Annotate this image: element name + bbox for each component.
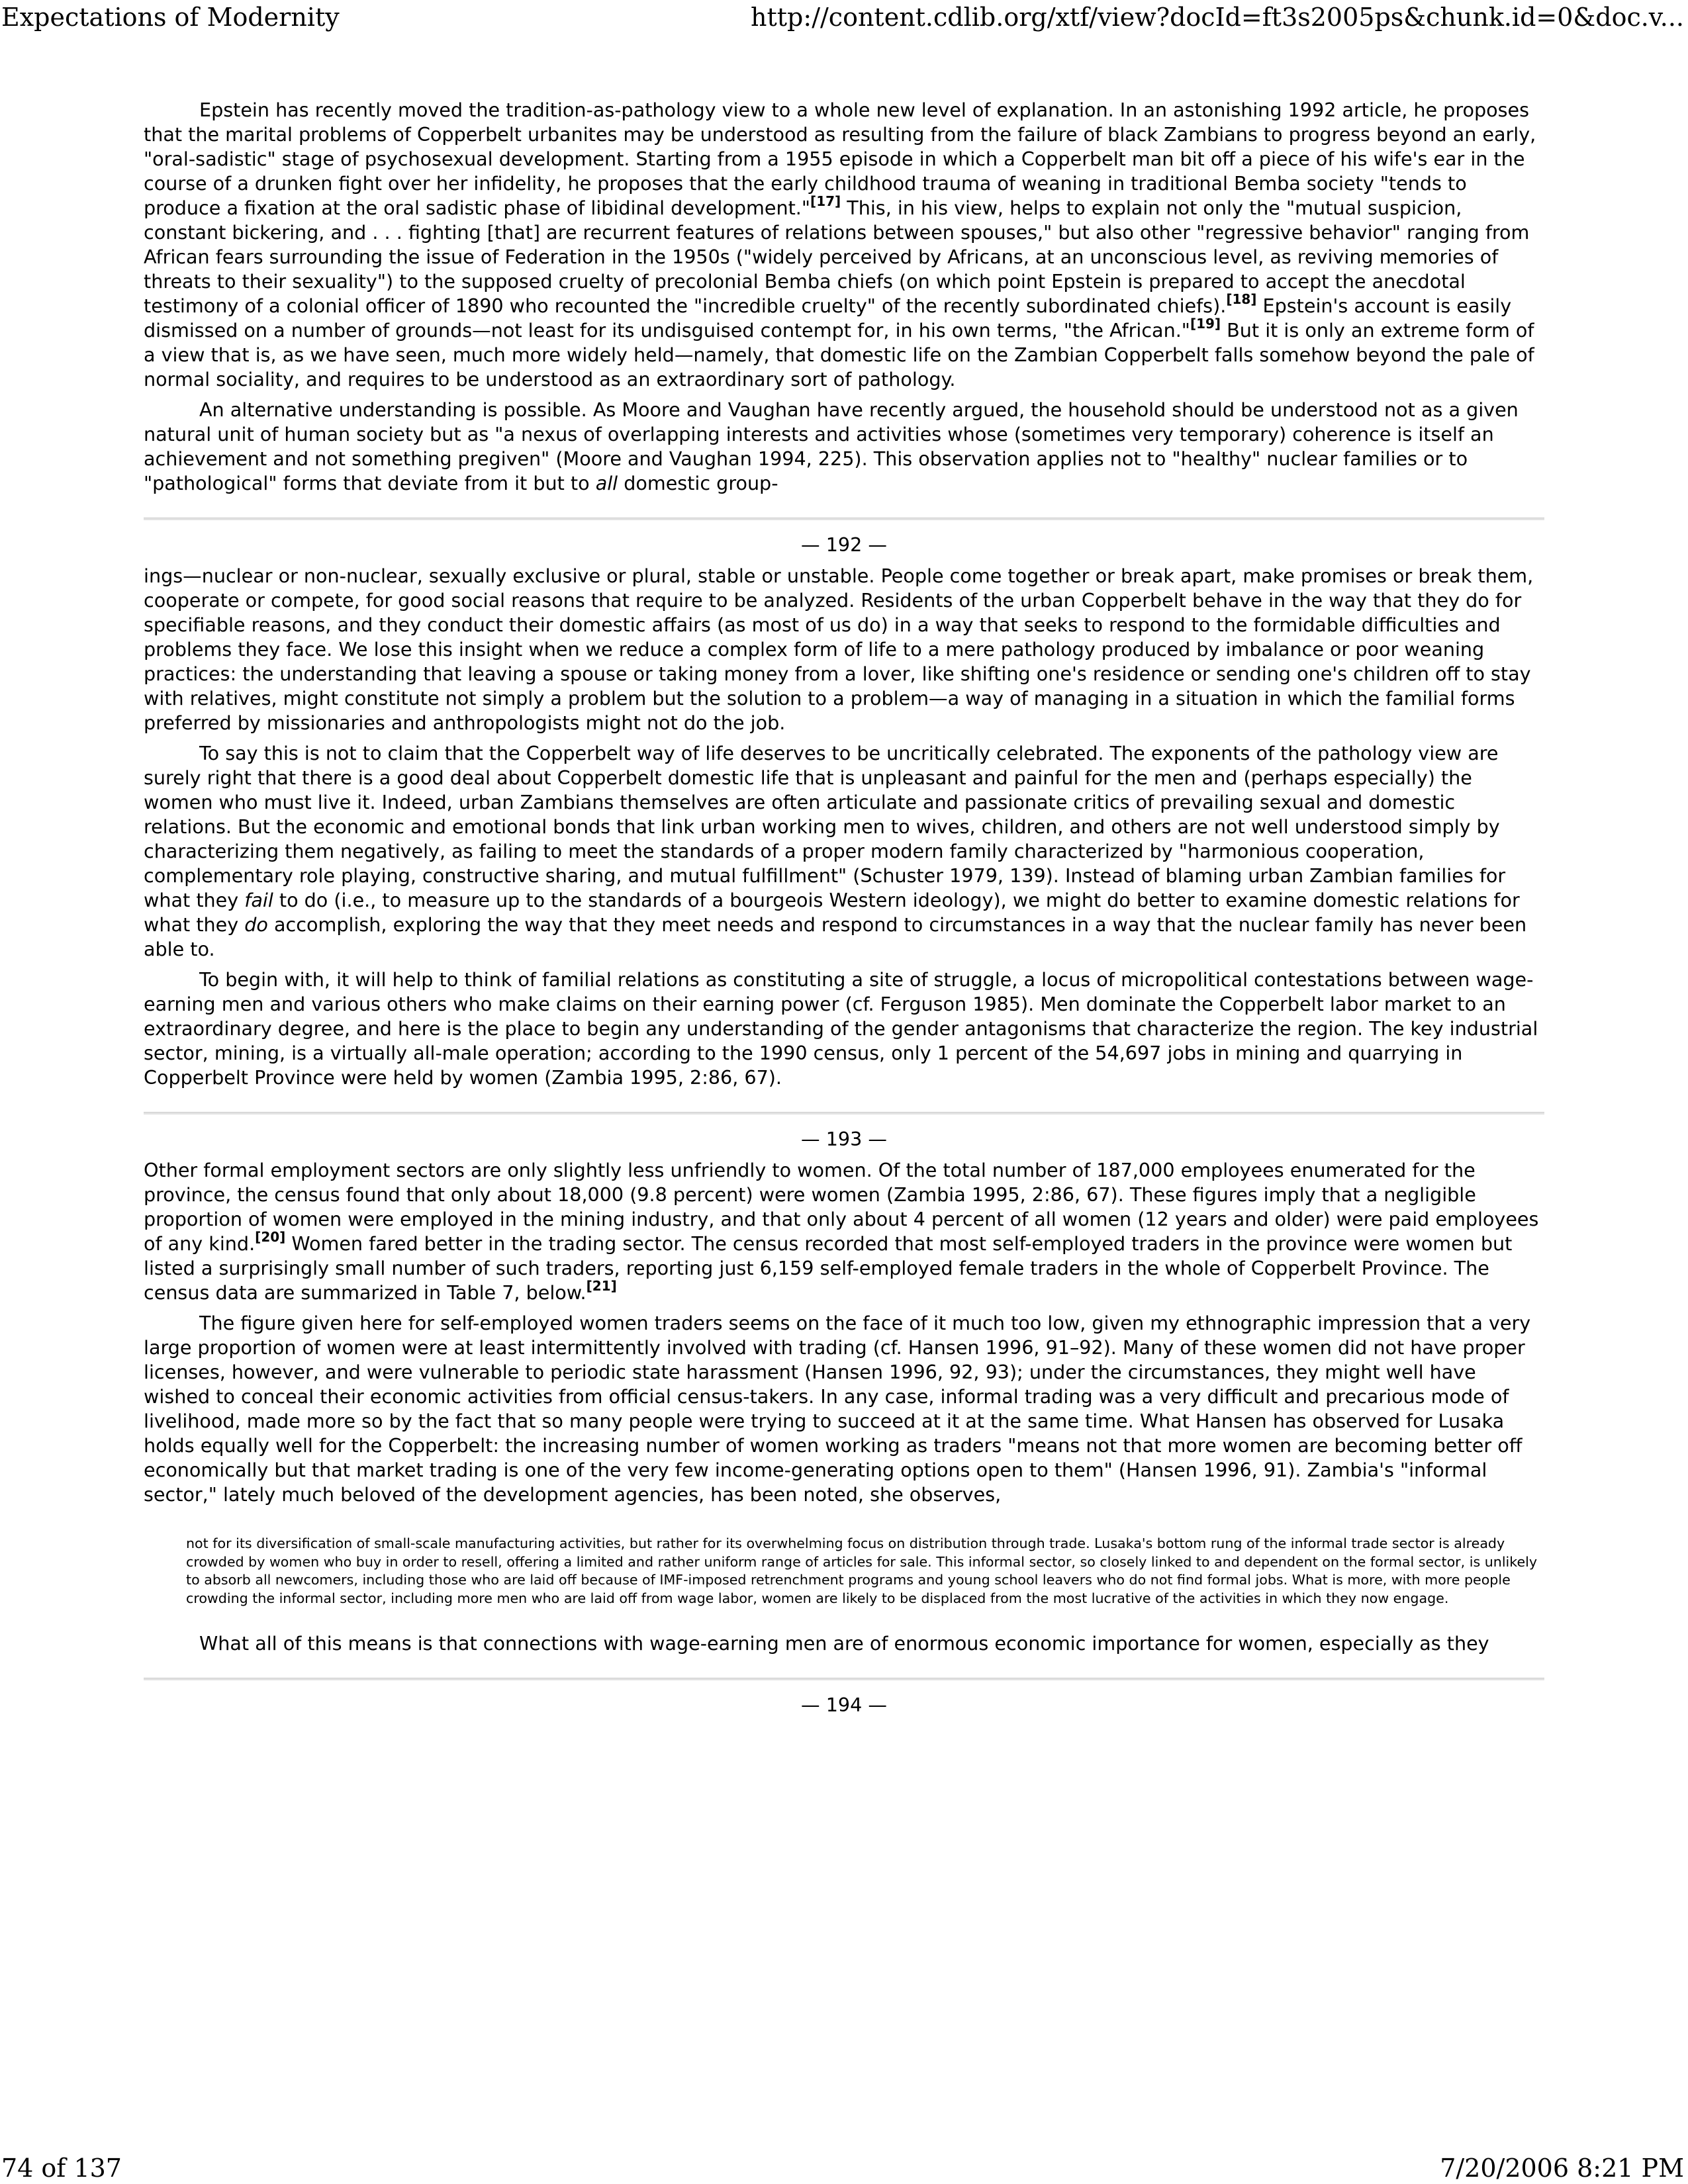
footnote-ref-20[interactable]: [20]: [255, 1229, 286, 1246]
page-url: http://content.cdlib.org/xtf/view?docId=ft3s2005ps&chunk.id=0&doc.v...: [751, 3, 1684, 32]
page-divider: [144, 518, 1544, 520]
paragraph-epstein: Epstein has recently moved the tradition-as-pathology view to a whole new level of explanation. In an astonishing 1992 article, he proposes that the marital problems of Copperbelt urbanites may be understood as resulting from the failure of black Zambians to progress beyond an early, "oral-sadistic" stage of psychosexual development. Starting from a 1955 episode in which a Copperbelt man bit off a piece of his wife's ear in the course of a drunken fight over her infidelity, he proposes that the early childhood trauma of weaning in traditional Bemba society "tends to produce a fixation at the oral sadistic phase of libidinal development."[17] This, in his view, helps to explain not only the "mutual suspicion, constant bickering, and . . . fighting [that] are recurrent features of relations between spouses," but also other "regressive behavior" ranging from African fears surrounding the issue of Federation in the 1950s ("widely perceived by Africans, at an unconscious level, as reviving memories of threats to their sexuality") to the supposed cruelty of precolonial Bemba chiefs (on which point Epstein is prepared to accept the anecdotal testimony of a colonial officer of 1890 who recounted the "incredible cruelty" of the recently subordinated chiefs).[18] Epstein's account is easily dismissed on a number of grounds—not least for its undisguised contempt for, in his own terms, "the African."[19] But it is only an extreme form of a view that is, as we have seen, much more widely held—namely, that domestic life on the Zambian Copperbelt falls somehow beyond the pale of normal sociality, and requires to be understood as an extraordinary sort of pathology.: [144, 99, 1536, 390]
footnote-ref-21[interactable]: [21]: [586, 1278, 617, 1295]
footnote-ref-17[interactable]: [17]: [810, 193, 841, 210]
paragraph-employment: Other formal employment sectors are only slightly less unfriendly to women. Of the total number of 187,000 employees enumerated for the province, the census found that only about 18,000 (9.8 percent) were women (Zambia 1995, 2:86, 67). These figures imply that a negligible proportion of women were employed in the mining industry, and that only about 4 percent of all women (12 years and older) were paid employees of any kind.[20] Women fared better in the trading sector. The census recorded that most self-employed traders in the province were women but listed a surprisingly small number of such traders, reporting just 6,159 self-employed female traders in the whole of Copperbelt Province. The census data are summarized in Table 7, below.[21]: [144, 1159, 1539, 1304]
paragraph-celebrated: To say this is not to claim that the Copperbelt way of life deserves to be uncritically celebrated. The exponents of the pathology view are surely right that there is a good deal about Copperbelt domestic life that is unpleasant and painful for the men and (perhaps especially) the women who must live it. Indeed, urban Zambians themselves are often articulate and passionate critics of prevailing sexual and domestic relations. But the economic and emotional bonds that link urban working men to wives, children, and others are not well understood simply by characterizing them negatively, as failing to meet the standards of a proper modern family characterized by "harmonious cooperation, complementary role playing, constructive sharing, and mutual fulfillment" (Schuster 1979, 139). Instead of blaming urban Zambian families for what they fail to do (i.e., to measure up to the standards of a bourgeois Western ideology), we might do better to examine domestic relations for what they do accomplish, exploring the way that they meet needs and respond to circumstances in a way that the nuclear family has never been able to.: [144, 742, 1527, 960]
paragraph-groupings: ings—nuclear or non-nuclear, sexually exclusive or plural, stable or unstable. People come together or break apart, make promises or break them, cooperate or compete, for good social reasons that require to be analyzed. Residents of the urban Copperbelt behave in the way that they do for specifiable reasons, and they conduct their domestic affairs (as most of us do) in a way that seeks to respond to the formidable difficulties and problems they face. We lose this insight when we reduce a complex form of life to a mere pathology produced by imbalance or poor weaning practices: the understanding that leaving a spouse or taking money from a lover, like shifting one's residence or sending one's children off to stay with relatives, might constitute not simply a problem but the solution to a problem—a way of managing in a situation in which the familial forms preferred by missionaries and anthropologists might not do the job.: [144, 565, 1534, 734]
paragraph-conclusion: What all of this means is that connections with wage-earning men are of enormous economic importance for women, especially as they: [199, 1632, 1489, 1655]
page-content: [144, 98, 1544, 1724]
footnote-ref-18[interactable]: [18]: [1226, 291, 1257, 308]
page-count: 74 of 137: [1, 2154, 122, 2183]
block-quote: not for its diversification of small-scale manufacturing activities, but rather for its overwhelming focus on distribution through trade. Lusaka's bottom rung of the informal trade sector is already crowded by women who buy in order to resell, offering a limited and rather uniform range of articles for sale. This informal sector, so closely linked to and dependent on the formal sector, is unlikely to absorb all newcomers, including those who are laid off because of IMF-imposed retrenchment programs and young school leavers who do not find formal jobs. What is more, with more people crowding the informal sector, including more men who are laid off from wage labor, women are likely to be displaced from the most lucrative of the activities in which they now engage.: [186, 1535, 1538, 1606]
page-number-192: — 192 —: [801, 533, 887, 556]
page-number-194: — 194 —: [801, 1694, 887, 1716]
paragraph-alternative: An alternative understanding is possible. As Moore and Vaughan have recently argued, the household should be understood not as a given natural unit of human society but as "a nexus of overlapping interests and activities whose (sometimes very temporary) coherence is itself an achievement and not something pregiven" (Moore and Vaughan 1994, 225). This observation applies not to "healthy" nuclear families or to "pathological" forms that deviate from it but to all domestic group-: [144, 398, 1519, 494]
footnote-ref-19[interactable]: [19]: [1190, 316, 1221, 332]
paragraph-struggle: To begin with, it will help to think of familial relations as constituting a site of struggle, a locus of micropolitical contestations between wage-earning men and various others who make claims on their earning power (cf. Ferguson 1985). Men dominate the Copperbelt labor market to an extraordinary degree, and here is the place to begin any understanding of the gender antagonisms that characterize the region. The key industrial sector, mining, is a virtually all-male operation; according to the 1990 census, only 1 percent of the 54,697 jobs in mining and quarrying in Copperbelt Province were held by women (Zambia 1995, 2:86, 67).: [144, 968, 1538, 1089]
print-datetime: 7/20/2006 8:21 PM: [1440, 2154, 1684, 2183]
page-divider: [144, 1112, 1544, 1115]
paragraph-traders: The figure given here for self-employed women traders seems on the face of it much too low, given my ethnographic impression that a very large proportion of women were at least intermittently involved with trading (cf. Hansen 1996, 91–92). Many of these women did not have proper licenses, however, and were vulnerable to periodic state harassment (Hansen 1996, 92, 93); under the circumstances, they might well have wished to conceal their economic activities from official census-takers. In any case, informal trading was a very difficult and precarious mode of livelihood, made more so by the fact that so many people were trying to succeed at it at the same time. What Hansen has observed for Lusaka holds equally well for the Copperbelt: the increasing number of women working as traders "means not that more women are becoming better off economically but that market trading is one of the very few income-generating options open to them" (Hansen 1996, 91). Zambia's "informal sector," lately much beloved of the development agencies, has been noted, she observes,: [144, 1312, 1531, 1506]
page-divider: [144, 1678, 1544, 1680]
page-number-193: — 193 —: [801, 1128, 887, 1150]
document-title: Expectations of Modernity: [1, 3, 340, 32]
